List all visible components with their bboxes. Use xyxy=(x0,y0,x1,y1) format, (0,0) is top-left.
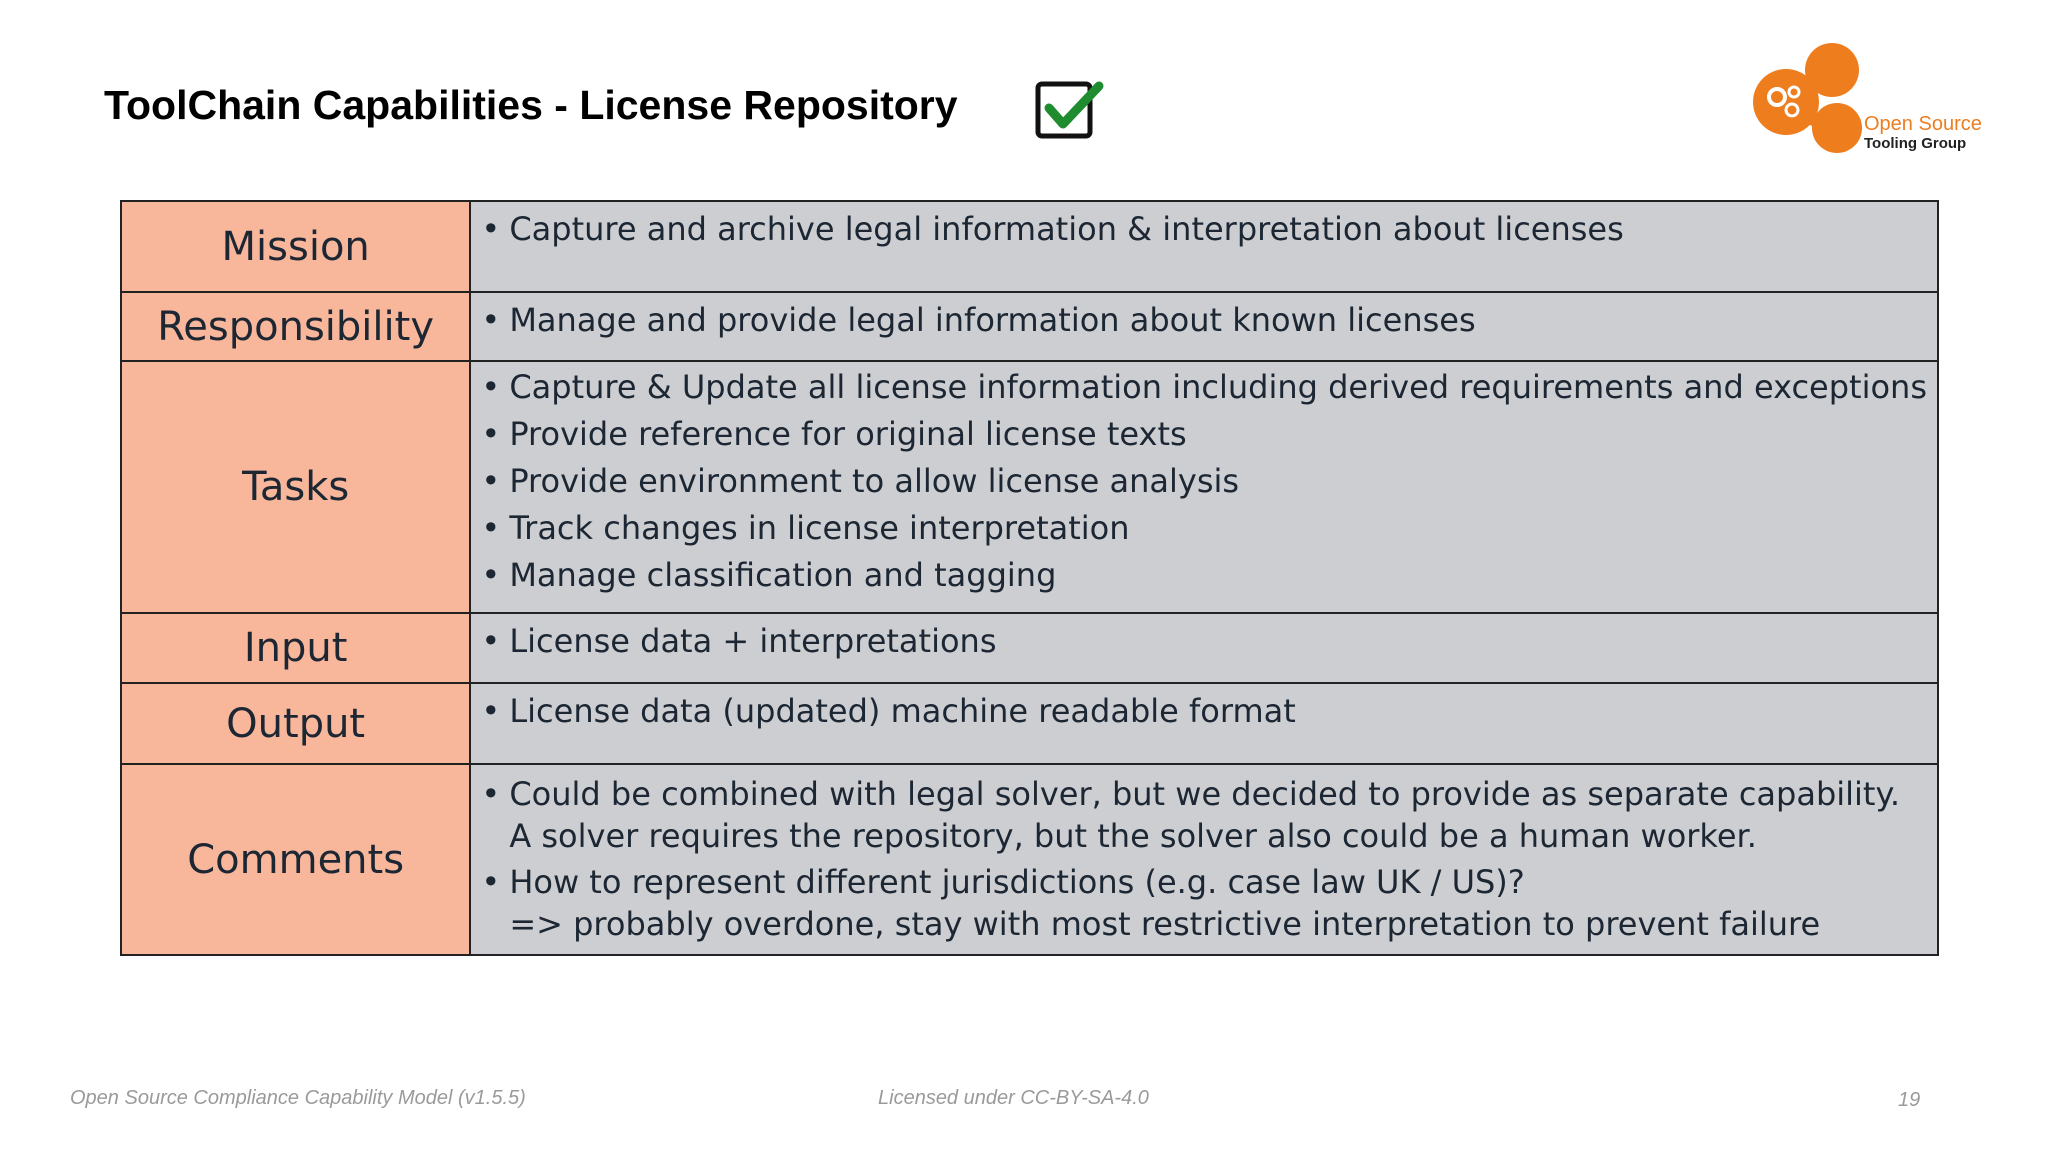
row-content xyxy=(470,764,1938,955)
list-item: • Capture & Update all license information including derived requirements and exceptions xyxy=(481,364,1927,411)
list-item: • Provide reference for original license texts xyxy=(481,411,1927,458)
row-content xyxy=(470,201,1938,292)
row-label: Output xyxy=(121,683,470,764)
row-content xyxy=(470,613,1938,683)
row-label: Comments xyxy=(121,764,470,955)
checkbox-checked-icon xyxy=(1035,78,1107,144)
footer-model-version: Open Source Compliance Capability Model (v1.5.5) xyxy=(70,1087,526,1109)
table-row-comments xyxy=(121,764,1938,955)
list-item: • License data + interpretations xyxy=(481,622,1927,660)
row-label: Input xyxy=(121,613,470,683)
table-row-mission xyxy=(121,201,1938,292)
logo-text-line2: Tooling Group xyxy=(1864,135,1967,152)
table-row-input xyxy=(121,613,1938,683)
list-item: • Manage and provide legal information about known licenses xyxy=(481,301,1927,339)
list-item: • Could be combined with legal solver, but we decided to provide as separate capability. A solver requires the repository, but the solver also could be a human worker. xyxy=(481,773,1927,857)
page-number: 19 xyxy=(1898,1089,1921,1111)
row-content xyxy=(470,292,1938,361)
list-item: • Capture and archive legal information & interpretation about licenses xyxy=(481,210,1927,248)
list-item: • How to represent different jurisdictions (e.g. case law UK / US)? => probably overdone, stay with most restrictive interpretation to prevent failure xyxy=(481,861,1927,945)
row-content xyxy=(470,361,1938,613)
logo-text-line1: Open Source xyxy=(1864,113,1982,135)
row-label: Tasks xyxy=(121,361,470,613)
list-item: • Provide environment to allow license analysis xyxy=(481,458,1927,505)
row-content xyxy=(470,683,1938,764)
list-item: • License data (updated) machine readable format xyxy=(481,692,1927,730)
list-item: • Manage classification and tagging xyxy=(481,552,1927,599)
list-item: • Track changes in license interpretation xyxy=(481,505,1927,552)
table-row-responsibility xyxy=(121,292,1938,361)
row-label: Mission xyxy=(121,201,470,292)
table-row-tasks xyxy=(121,361,1938,613)
footer-license: Licensed under CC-BY-SA-4.0 xyxy=(878,1087,1149,1109)
capability-table xyxy=(120,200,1939,956)
row-label: Responsibility xyxy=(121,292,470,361)
slide-title: ToolChain Capabilities - License Repository xyxy=(104,82,958,128)
table-row-output xyxy=(121,683,1938,764)
